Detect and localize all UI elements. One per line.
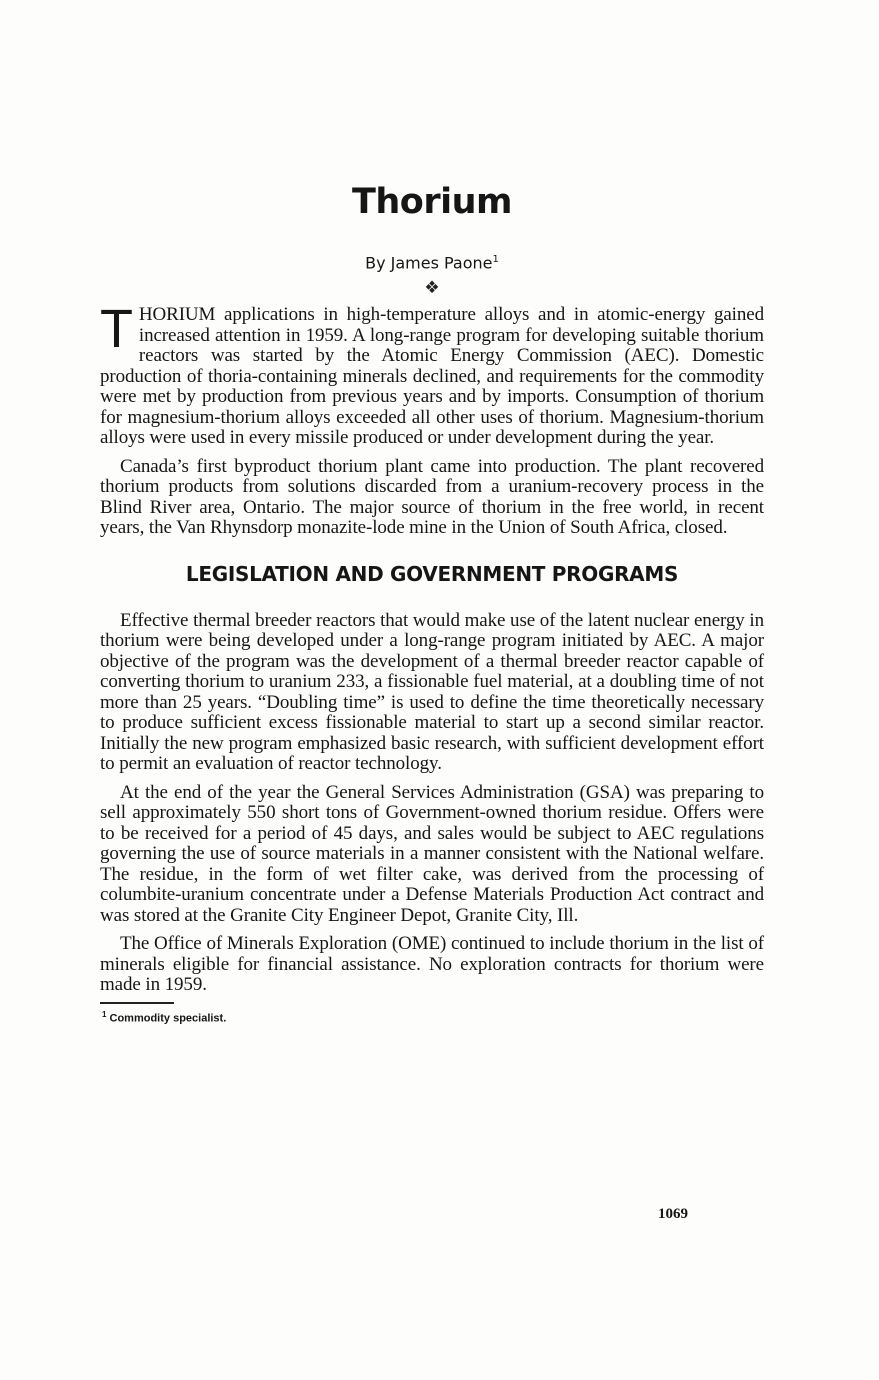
- footnote-text: Commodity specialist.: [109, 1012, 227, 1025]
- intro-paragraph-1: [100, 299, 764, 449]
- footnote-ref: 1: [492, 254, 499, 265]
- page-number: 1069: [658, 1206, 688, 1222]
- drop-cap: T: [100, 299, 133, 360]
- byline: [100, 250, 764, 273]
- author-name: By James Paone: [365, 253, 493, 273]
- footnote: [100, 1010, 764, 1025]
- intro-paragraph-2: Canada’s first byproduct thorium plant came into production. The plant recovered thorium products from solutions discarded from a uranium-recovery process in the Blind River area, Ontario. The major source of thorium in the free world, in recent years, the Van Rhynsdorp monazite-lode mine in the Union of South Africa, closed.: [100, 455, 764, 539]
- section-paragraph-1: Effective thermal breeder reactors that would make use of the latent nuclear energy in thorium were being developed under a long-range program initiated by AEC. A major objective of the program was the development of a thermal breeder reactor capable of converting thorium to uranium 233, a fissionable fuel material, at a doubling time of not more than 25 years. “Doubling time” is used to define the time theoretically necessary to produce sufficient excess fissionable material to start up a second similar reactor. Initially the new program emphasized basic research, with sufficient development effort to permit an evaluation of reactor technology.: [100, 609, 764, 775]
- section-paragraph-2: At the end of the year the General Services Administration (GSA) was preparing to sell approximately 550 short tons of Government-owned thorium residue. Offers were to be received for a period of 45 days, and sales would be subject to AEC regulations governing the use of source materials in a manner consistent with the National welfare. The residue, in the form of wet filter cake, was derived from the processing of columbite-uranium concentrate under a Defense Materials Production Act contract and was stored at the Granite City Engineer Depot, Granite City, Ill.: [100, 781, 764, 926]
- section-heading: LEGISLATION AND GOVERNMENT PROGRAMS: [185, 561, 679, 586]
- footnote-marker: 1: [102, 1009, 107, 1019]
- section-paragraph-3: The Office of Minerals Exploration (OME) continued to include thorium in the list of minerals eligible for financial assistance. No exploration contracts for thorium were made in 1959.: [100, 933, 764, 996]
- article: [100, 170, 764, 1024]
- footnote-divider: [100, 1002, 174, 1004]
- page-title: Thorium: [352, 182, 512, 222]
- intro-paragraph-1-text: HORIUM applications in high-temperature alloys and in atomic-energy gained increased attention in 1959. A long-range program for developing suitable thorium reactors was started by the Atomic Energy Commission (AEC). Domestic production of thoria-containing minerals declined, and requirements for the commodity were met by production from previous years and by imports. Consumption of thorium for magnesium-thorium alloys exceeded all other uses of thorium. Magnesium-thorium alloys were used in every missile produced or under development during the year.: [100, 304, 764, 449]
- ornament-icon: ❖: [424, 278, 440, 298]
